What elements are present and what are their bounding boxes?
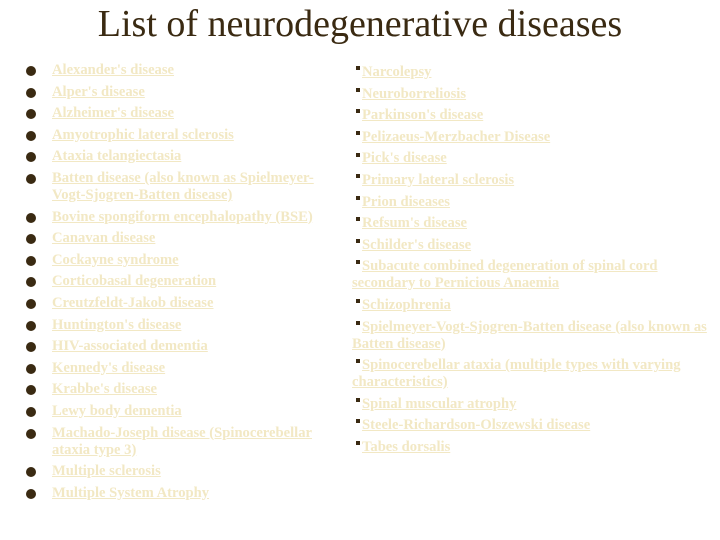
disease-link-label[interactable]: Canavan disease	[52, 230, 156, 247]
bullet-square-icon	[356, 131, 360, 135]
bullet-square-icon	[356, 239, 360, 243]
disease-link-alzheimer-s-disease[interactable]	[26, 105, 346, 122]
disease-link-steele-richardson-olszewski-disease[interactable]	[352, 417, 707, 434]
disease-link-label[interactable]: Bovine spongiform encephalopathy (BSE)	[52, 208, 313, 225]
disease-link-pick-s-disease[interactable]	[352, 150, 707, 167]
disease-link-label[interactable]: Krabbe's disease	[52, 381, 157, 398]
disease-link-huntington-s-disease[interactable]	[26, 317, 346, 334]
disease-link-hiv-associated-dementia[interactable]	[26, 338, 346, 355]
disease-link-label[interactable]: Prion diseases	[362, 193, 450, 210]
disease-link-batten-disease-also-known-as-spielmeyer-vogt-sjogren-batten-disease[interactable]	[26, 170, 346, 204]
disease-link-spinocerebellar-ataxia-multiple-types-with-varying-characteristics[interactable]	[352, 357, 707, 391]
bullet-dot-icon	[26, 429, 36, 439]
disease-link-spinal-muscular-atrophy[interactable]	[352, 396, 707, 413]
disease-link-label[interactable]: Steele-Richardson-Olszewski disease	[362, 417, 591, 434]
bullet-dot-icon	[26, 385, 36, 395]
disease-link-multiple-sclerosis[interactable]	[26, 463, 346, 480]
bullet-square-icon	[356, 196, 360, 200]
bullet-square-icon	[356, 217, 360, 221]
left-disease-list	[26, 62, 346, 506]
bullet-square-icon	[356, 321, 360, 325]
disease-link-label[interactable]: Alzheimer's disease	[52, 105, 174, 122]
disease-link-schizophrenia[interactable]	[352, 297, 707, 314]
disease-link-label[interactable]: Pick's disease	[362, 150, 447, 167]
disease-link-narcolepsy[interactable]	[352, 64, 707, 81]
disease-link-label[interactable]: Spielmeyer-Vogt-Sjogren-Batten disease (also known as Batten disease)	[352, 318, 707, 352]
bullet-dot-icon	[26, 88, 36, 98]
bullet-square-icon	[356, 109, 360, 113]
disease-link-label[interactable]: Alper's disease	[52, 83, 145, 100]
disease-link-creutzfeldt-jakob-disease[interactable]	[26, 295, 346, 312]
disease-link-label[interactable]: Parkinson's disease	[362, 107, 484, 124]
disease-link-label[interactable]: Kennedy's disease	[52, 359, 166, 376]
disease-link-schilder-s-disease[interactable]	[352, 237, 707, 254]
bullet-square-icon	[356, 398, 360, 402]
disease-link-cockayne-syndrome[interactable]	[26, 252, 346, 269]
disease-link-label[interactable]: Batten disease (also known as Spielmeyer-Vogt-Sjogren-Batten disease)	[52, 169, 314, 203]
disease-link-ataxia-telangiectasia[interactable]	[26, 148, 346, 165]
bullet-square-icon	[356, 419, 360, 423]
disease-link-pelizaeus-merzbacher-disease[interactable]	[352, 129, 707, 146]
disease-link-multiple-system-atrophy[interactable]	[26, 485, 346, 502]
disease-link-label[interactable]: Creutzfeldt-Jakob disease	[52, 294, 214, 311]
bullet-dot-icon	[26, 66, 36, 76]
bullet-dot-icon	[26, 467, 36, 477]
bullet-dot-icon	[26, 131, 36, 141]
disease-link-krabbe-s-disease[interactable]	[26, 381, 346, 398]
disease-link-label[interactable]: Cockayne syndrome	[52, 251, 179, 268]
right-disease-list	[352, 64, 707, 461]
bullet-dot-icon	[26, 364, 36, 374]
disease-link-label[interactable]: Neuroborreliosis	[362, 85, 467, 102]
disease-link-bovine-spongiform-encephalopathy-bse[interactable]	[26, 209, 346, 226]
disease-link-amyotrophic-lateral-sclerosis[interactable]	[26, 127, 346, 144]
bullet-dot-icon	[26, 407, 36, 417]
bullet-square-icon	[356, 88, 360, 92]
bullet-square-icon	[356, 299, 360, 303]
bullet-dot-icon	[26, 213, 36, 223]
disease-link-alper-s-disease[interactable]	[26, 84, 346, 101]
disease-link-parkinson-s-disease[interactable]	[352, 107, 707, 124]
disease-link-canavan-disease[interactable]	[26, 230, 346, 247]
bullet-dot-icon	[26, 256, 36, 266]
disease-link-label[interactable]: Huntington's disease	[52, 316, 182, 333]
bullet-dot-icon	[26, 489, 36, 499]
disease-link-label[interactable]: Refsum's disease	[362, 215, 467, 232]
disease-link-label[interactable]: Ataxia telangiectasia	[52, 148, 182, 165]
bullet-square-icon	[356, 359, 360, 363]
bullet-dot-icon	[26, 234, 36, 244]
disease-link-lewy-body-dementia[interactable]	[26, 403, 346, 420]
bullet-square-icon	[356, 153, 360, 157]
bullet-dot-icon	[26, 152, 36, 162]
disease-link-label[interactable]: Lewy body dementia	[52, 402, 182, 419]
disease-link-label[interactable]: HIV-associated dementia	[52, 338, 208, 355]
disease-link-label[interactable]: Alexander's disease	[52, 62, 175, 78]
page-title: List of neurodegenerative diseases	[97, 3, 623, 45]
bullet-square-icon	[356, 66, 360, 70]
disease-link-label[interactable]: Subacute combined degeneration of spinal cord secondary to Pernicious Anaemia	[352, 258, 658, 292]
disease-link-label[interactable]: Corticobasal degeneration	[52, 273, 217, 290]
disease-link-tabes-dorsalis[interactable]	[352, 439, 707, 456]
disease-link-label[interactable]: Amyotrophic lateral sclerosis	[52, 126, 234, 143]
bullet-dot-icon	[26, 299, 36, 309]
disease-link-machado-joseph-disease-spinocerebellar-ataxia-type-3[interactable]	[26, 425, 346, 459]
disease-link-label[interactable]: Primary lateral sclerosis	[362, 171, 515, 188]
bullet-square-icon	[356, 174, 360, 178]
disease-link-label[interactable]: Spinocerebellar ataxia (multiple types with varying characteristics)	[352, 357, 681, 391]
bullet-dot-icon	[26, 342, 36, 352]
disease-link-label[interactable]: Schilder's disease	[362, 236, 472, 253]
disease-link-label[interactable]: Schizophrenia	[362, 296, 451, 313]
disease-link-subacute-combined-degeneration-of-spinal-cord-secondary-to-pernicious-anaemia[interactable]	[352, 258, 707, 292]
bullet-square-icon	[356, 441, 360, 445]
disease-link-label[interactable]: Spinal muscular atrophy	[362, 395, 517, 412]
bullet-square-icon	[356, 260, 360, 264]
bullet-dot-icon	[26, 321, 36, 331]
disease-link-neuroborreliosis[interactable]	[352, 86, 707, 103]
disease-link-label[interactable]: Pelizaeus-Merzbacher Disease	[362, 128, 551, 145]
disease-link-label[interactable]: Narcolepsy	[362, 64, 432, 80]
disease-link-kennedy-s-disease[interactable]	[26, 360, 346, 377]
disease-link-refsum-s-disease[interactable]	[352, 215, 707, 232]
bullet-dot-icon	[26, 174, 36, 184]
bullet-dot-icon	[26, 277, 36, 287]
disease-link-alexander-s-disease[interactable]	[26, 62, 346, 79]
disease-link-label[interactable]: Machado-Joseph disease (Spinocerebellar ataxia type 3)	[52, 424, 312, 458]
disease-link-spielmeyer-vogt-sjogren-batten-disease-also-known-as-batten-disease[interactable]	[352, 319, 707, 353]
disease-link-label[interactable]: Multiple sclerosis	[52, 463, 161, 480]
disease-link-label[interactable]: Multiple System Atrophy	[52, 484, 210, 501]
disease-link-primary-lateral-sclerosis[interactable]	[352, 172, 707, 189]
disease-link-corticobasal-degeneration[interactable]	[26, 273, 346, 290]
disease-link-label[interactable]: Tabes dorsalis	[362, 438, 451, 455]
disease-link-prion-diseases[interactable]	[352, 194, 707, 211]
bullet-dot-icon	[26, 109, 36, 119]
